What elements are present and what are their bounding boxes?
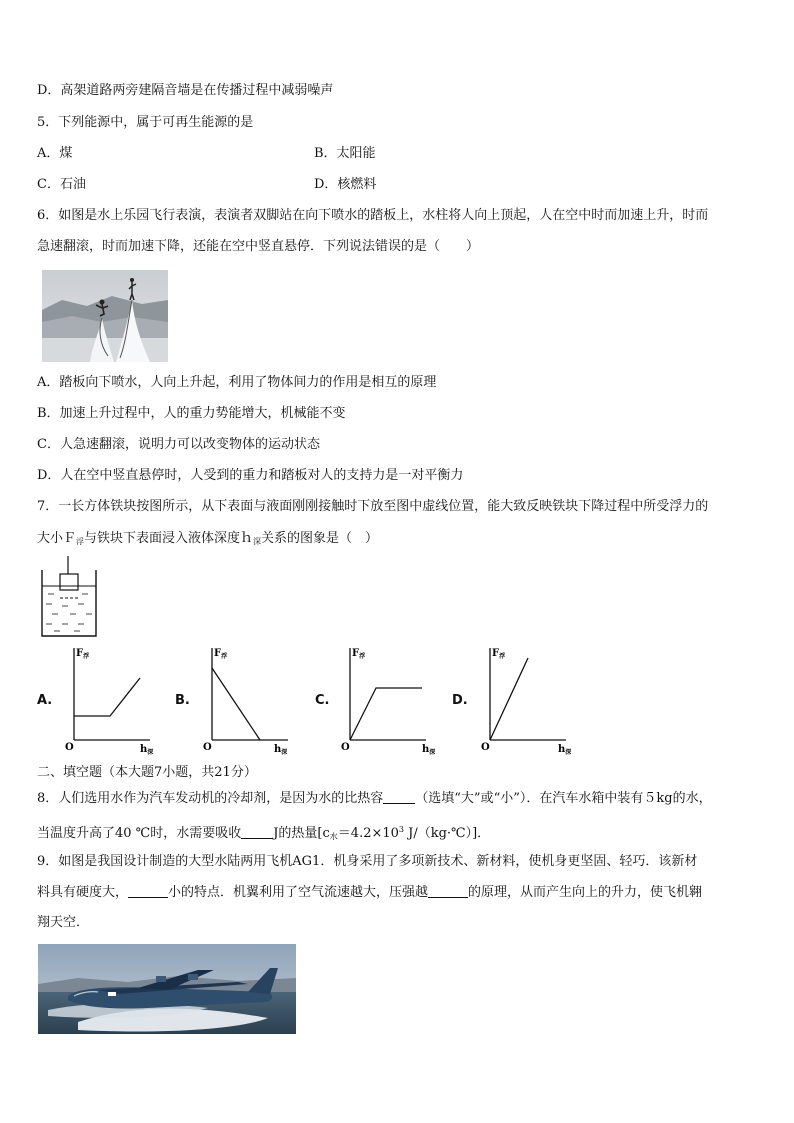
graph-a-curve: [74, 678, 140, 716]
graph-a-x-label: $h_深$: [140, 744, 154, 756]
seaplane-photo: [38, 944, 296, 1034]
q6-option-a: A．踏板向下喷水，人向上升起，利用了物体间力的作用是相互的原理: [37, 375, 437, 390]
q8-line1: 8．人们选用水作为汽车发动机的冷却剂，是因为水的比热容 （选填“大”或“小”）．在汽车水箱中装有５kg的水，: [37, 791, 712, 806]
graph-d: [476, 644, 576, 756]
q9-blank-2: [428, 884, 468, 898]
q7-stem-line1: 7．一长方体铁块按图所示，从下表面与液面刚刚接触时下放至图中虚线位置，能大致反映铁块下降过程中所受浮力的: [37, 499, 709, 514]
q9-blank-1: [128, 884, 168, 898]
graph-d-label: D.: [452, 693, 468, 708]
q6-option-c: C．人急速翻滚，说明力可以改变物体的运动状态: [37, 437, 320, 452]
flyboard-photo: [42, 270, 168, 362]
graph-d-curve: [490, 658, 528, 740]
graph-c-label: C.: [315, 693, 330, 708]
q9-line2: 料具有硬度大， 小的特点．机翼利用了空气流速越大，压强越 的原理，从而产生向上的升力，使飞机翱: [37, 885, 703, 900]
graph-b: [198, 644, 298, 756]
graph-d-y-label: $F_浮$: [492, 648, 506, 660]
q5-option-a: A．煤: [37, 146, 73, 161]
graph-a: [60, 644, 160, 756]
graph-a-origin: O: [65, 742, 74, 753]
graph-b-label: B.: [175, 693, 190, 708]
q6-stem-line2: 急速翻滚，时而加速下降，还能在空中竖直悬停．下列说法错误的是（ ）: [37, 239, 480, 254]
section-2-title: 二、填空题（本大题7小题，共21分）: [37, 765, 257, 780]
graph-c-curve: [350, 688, 422, 740]
graph-c: [336, 644, 436, 756]
q7-stem-line2: 大小Ｆ$_浮$与铁块下表面浸入液体深度ｈ$_深$关系的图象是（ ）: [37, 531, 379, 546]
graph-a-y-label: $F_浮$: [76, 648, 90, 660]
graph-b-origin: O: [203, 742, 212, 753]
q4-option-d: D．高架道路两旁建隔音墙是在传播过程中减弱噪声: [37, 83, 334, 98]
q6-option-b: B．加速上升过程中，人的重力势能增大，机械能不变: [37, 406, 346, 421]
q6-option-d: D．人在空中竖直悬停时，人受到的重力和踏板对人的支持力是一对平衡力: [37, 468, 464, 483]
graph-c-origin: O: [341, 742, 350, 753]
q9-line1: 9．如图是我国设计制造的大型水陆两用飞机AG1．机身采用了多项新技术、新材料，使机身更坚固、轻巧．该新材: [37, 854, 698, 869]
graph-c-y-label: $F_浮$: [352, 648, 366, 660]
q5-option-d: D．核燃料: [314, 177, 377, 192]
graph-c-x-label: $h_深$: [422, 744, 436, 756]
beaker-diagram: [38, 556, 100, 638]
q6-stem-line1: 6．如图是水上乐园飞行表演，表演者双脚站在向下喷水的踏板上，水柱将人向上顶起，人在空中时而加速上升，时而: [37, 208, 709, 223]
q5-option-b: B．太阳能: [314, 146, 376, 161]
graph-a-label: A.: [37, 693, 53, 708]
q8-line2: 当温度升高了40 ℃时，水需要吸收 J的热量[$c_水=4.2\times 10^3$ J/（kg·℃）]．: [37, 825, 491, 841]
q5-stem: 5．下列能源中，属于可再生能源的是: [37, 115, 254, 130]
q8-blank-1: [383, 790, 415, 804]
graph-b-curve: [212, 668, 260, 740]
q9-line3: 翔天空．: [37, 915, 90, 930]
q8-blank-2: [241, 825, 273, 839]
q5-option-c: C．石油: [37, 177, 86, 192]
graph-b-y-label: $F_浮$: [214, 648, 228, 660]
graph-d-origin: O: [481, 742, 490, 753]
graph-b-x-label: $h_深$: [274, 744, 288, 756]
graph-d-x-label: $h_深$: [558, 744, 572, 756]
